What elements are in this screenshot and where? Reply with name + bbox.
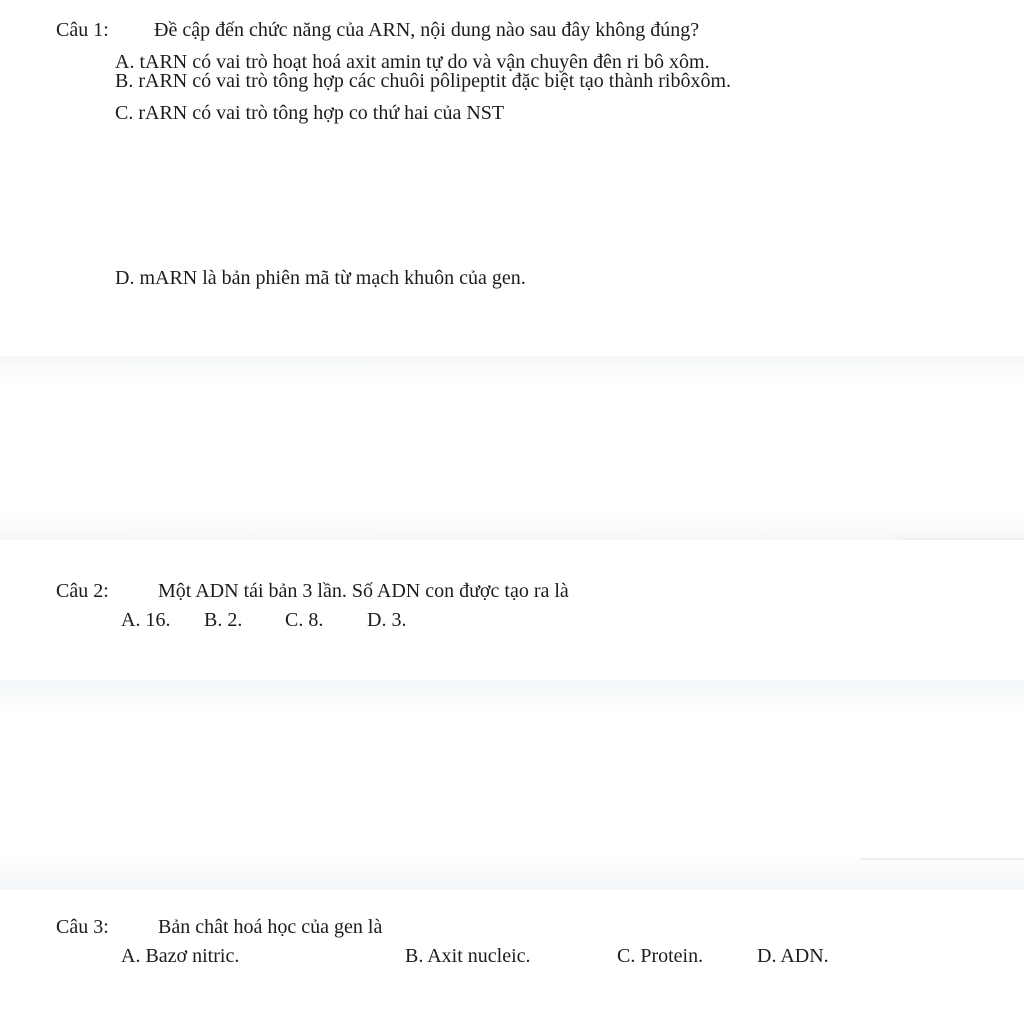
blank-gap-1 — [0, 356, 1024, 540]
question-1 — [56, 19, 699, 41]
question-3-option-d: D. ADN. — [757, 945, 829, 967]
question-2-option-c: C. 8. — [285, 609, 324, 631]
question-1-option-d: D. mARN là bản phiên mã từ mạch khuôn của gen. — [115, 267, 526, 289]
question-2 — [56, 580, 569, 602]
question-text: Một ADN tái bản 3 lần. Số ADN con được tạo ra là — [158, 580, 569, 602]
question-number: Câu 3: — [56, 916, 109, 938]
question-1-option-a: A. tARN có vai trò hoạt hoá axit amin tự do và vận chuyên đên ri bô xôm. — [115, 51, 710, 73]
question-3 — [56, 916, 382, 938]
divider — [860, 858, 1024, 860]
question-number: Câu 2: — [56, 580, 109, 602]
question-text: Đề cập đến chức năng của ARN, nội dung nào sau đây không đúng? — [154, 19, 700, 41]
question-3-option-c: C. Protein. — [617, 945, 704, 967]
question-2-option-a: A. 16. — [121, 609, 171, 631]
question-1-option-c: C. rARN có vai trò tông hợp co thứ hai của NST — [115, 102, 505, 124]
question-number: Câu 1: — [56, 19, 109, 41]
question-1-option-b: B. rARN có vai trò tông hợp các chuôi pôlipeptit đặc biệt tạo thành ribôxôm. — [115, 70, 731, 92]
question-3-option-a: A. Bazơ nitric. — [121, 945, 240, 967]
question-text: Bản chât hoá học của gen là — [158, 916, 383, 938]
question-2-option-b: B. 2. — [204, 609, 243, 631]
question-2-option-d: D. 3. — [367, 609, 407, 631]
question-3-option-b: B. Axit nucleic. — [405, 945, 531, 967]
divider — [900, 538, 1024, 540]
